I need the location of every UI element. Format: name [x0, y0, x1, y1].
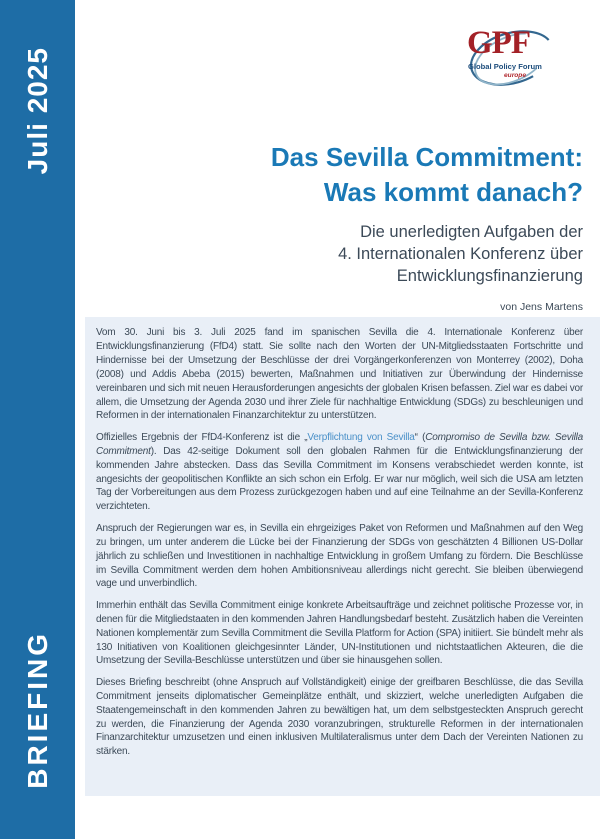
sidebar-date [0, 40, 75, 182]
text-segment: “ ( [414, 431, 426, 443]
body-paragraph [96, 599, 583, 669]
title-line-1: Das Sevilla Commitment: [270, 142, 583, 172]
subtitle-line-2: 4. Internationalen Konferenz über Entwicklungsfinanzierung [338, 245, 583, 285]
verpflichtung-von-sevilla-link[interactable]: Verpflichtung von Sevilla [307, 431, 415, 443]
page-title [163, 140, 583, 210]
sidebar-briefing [0, 620, 75, 800]
body-paragraph [96, 676, 583, 759]
body-paragraph [96, 326, 583, 423]
content-panel [85, 317, 600, 796]
header [163, 140, 583, 313]
body-paragraph [96, 522, 583, 592]
sidebar-briefing-label: BRIEFING [21, 631, 53, 789]
logo-region: europe [504, 72, 526, 79]
logo-name: Global Policy Forum [468, 62, 542, 71]
subtitle [163, 221, 583, 287]
text-segment: Immerhin enthält das Sevilla Commitment einige konkrete Arbeitsaufträge und zeichnet politische Prozesse vor, in denen für die Mitgliedstaaten in den kommenden Jahren Handlungsbedarf besteht. Zusätzlich haben die Vereinten Nationen komplementär zum Sevilla Commitment die Sevilla Platform for Action (SPA) initiiert. Sie bündelt mehr als 130 Initiativen von Koalitionen gleichgesinnter Länder, UN-Institutionen und nichtstaatlichen Akteuren, die die Umsetzung der Sevilla-Beschlüsse unterstützen und über sie hinausgehen sollen. [96, 599, 583, 667]
sidebar-date-label: Juli 2025 [21, 47, 53, 175]
text-segment: Compromiso de Sevilla bzw. Sevilla Commitment [96, 431, 583, 457]
text-segment: Offizielles Ergebnis der FfD4-Konferenz ist die „ [96, 431, 308, 443]
subtitle-line-1: Die unerledigten Aufgaben der [360, 223, 583, 241]
body-paragraph [96, 431, 583, 514]
byline: von Jens Martens [500, 301, 583, 313]
gpf-logo [458, 18, 558, 98]
sidebar [0, 0, 75, 839]
logo-acronym: GPF [467, 25, 530, 61]
text-segment: Dieses Briefing beschreibt (ohne Anspruch auf Vollständigkeit) einige der greifbaren Beschlüsse, die das Sevilla Commitment jenseits diplomatischer Gemeinplätze enthält, und skizziert, welche unerledigten Aufgaben die Staatengemeinschaft in den kommenden Jahren zu bewältigen hat, um dem selbstgesteckten Anspruch gerecht zu werden, die Finanzierung der Agenda 2030 voranzubringen, strukturelle Reformen in der internationalen Finanzarchitektur umzusetzen und einen inklusiven Multilateralismus unter dem Dach der Vereinten Nationen zu stärken. [96, 676, 583, 758]
text-segment: Anspruch der Regierungen war es, in Sevilla ein ehrgeiziges Paket von Reformen und Maßnahmen auf den Weg zu bringen, um unter anderem die Lücke bei der Finanzierung der SDGs von geschätzten 4 Billionen US-Dollar jährlich zu schließen und Investitionen in nachhaltige Entwicklung in großem Umfang zu fördern. Die Beschlüsse im Sevilla Commitment werden dem hohen Ambitionsniveau allerdings nicht gerecht. Sie bleiben überwiegend vage und unverbindlich. [96, 522, 583, 590]
text-segment: ). Das 42-seitige Dokument soll den globalen Rahmen für die Entwicklungsfinanzierung der kommenden Jahre abstecken. Dass das Sevilla Commitment im Konsens verabschiedet werden konnte, ist angesichts der geopolitischen Konflikte an sich schon ein Erfolg. Er war nur möglich, weil sich die USA am letzten Tag der Vorbereitungen aus dem Prozess zurückgezogen haben und auf eine Teilnahme an der Sevilla-Konferenz verzichteten. [96, 445, 583, 513]
text-segment: Vom 30. Juni bis 3. Juli 2025 fand im spanischen Sevilla die 4. Internationale Konferenz über Entwicklungsfinanzierung (FfD4) statt. Sie sollte nach den Worten der UN-Mitgliedsstaaten Fortschritte und Hindernisse bei der Umsetzung der Beschlüsse der drei Vorgängerkonferenzen von Monterrey (2002), Doha (2008) und Addis Abeba (2015) bewerten, Maßnahmen und Initiativen zur Überwindung der Hindernisse vereinbaren und sich mit neuen Herausforderungen angesichts der globalen Krisen befassen. Ziel war es dabei vor allem, die Umsetzung der Agenda 2030 und ihrer Ziele für nachhaltige Entwicklung (SDGs) zu beschleunigen und Reformen in der internationalen Finanzarchitektur zu unterstützen. [96, 327, 583, 422]
title-line-2: Was kommt danach? [323, 177, 583, 207]
